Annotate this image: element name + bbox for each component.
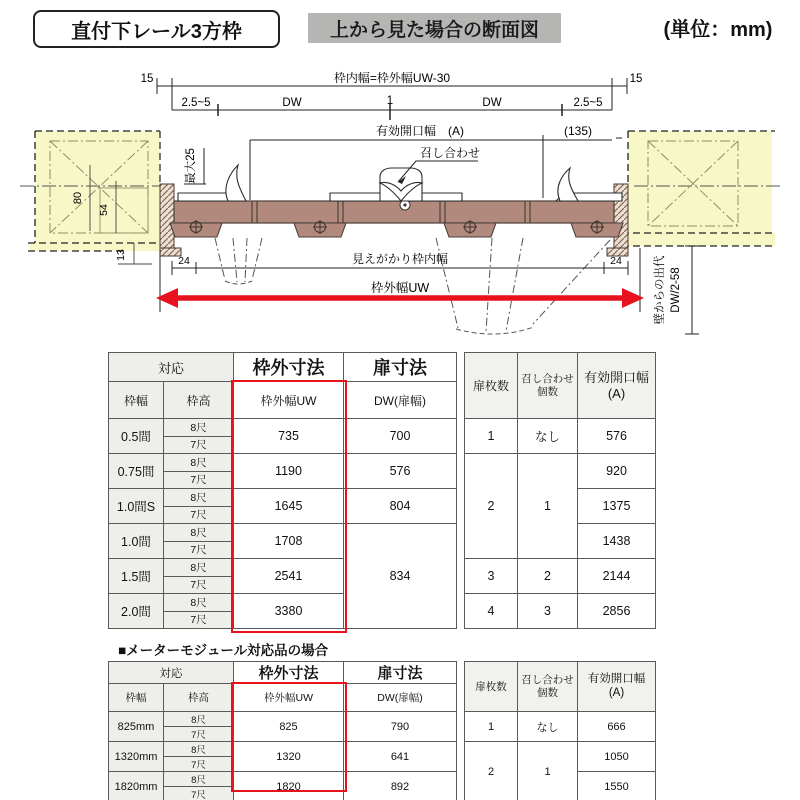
dim-gap-right: 2.5~5 — [573, 97, 603, 109]
cell-width: 0.75間 — [109, 454, 164, 489]
cell-shaku8: 8尺 — [164, 712, 234, 727]
cell-doors: 3 — [465, 559, 518, 594]
wall-protrusion-label-2: DW/2-58 — [670, 267, 682, 313]
dim-max25 — [183, 148, 206, 184]
cell-width: 2.0間 — [109, 594, 164, 629]
dim-dw-left: DW — [282, 97, 302, 109]
cell-opening: 2856 — [578, 594, 656, 629]
cell-shaku7: 7尺 — [164, 787, 234, 800]
cell-doors: 1 — [465, 712, 518, 742]
meeting-stile-label: 召し合わせ — [420, 146, 481, 160]
col-header-taiou: 対応 — [109, 353, 234, 382]
left-wall — [20, 131, 168, 251]
unit-label: (単位：mm) — [663, 18, 773, 41]
cell-doors: 2 — [465, 742, 518, 800]
door-handle-right — [558, 168, 578, 201]
yuko-line1: 有効開口幅 — [583, 369, 649, 385]
cell-opening: 576 — [578, 419, 656, 454]
table-row — [109, 742, 656, 757]
table-row — [109, 712, 656, 727]
max25-label: 最大25 — [185, 148, 197, 184]
cell-width: 1820mm — [109, 772, 164, 800]
col-header-meshiawase: 召し合わせ個数 — [518, 662, 578, 712]
col-header-taiou: 対応 — [109, 662, 234, 684]
cell-opening: 920 — [578, 454, 656, 489]
cell-uw: 1320 — [234, 742, 344, 772]
table-row — [109, 419, 656, 437]
yuko-line2: (A) — [607, 385, 626, 401]
dim-15-right: 15 — [629, 73, 643, 85]
meter-module-title: ■メーターモジュール対応品の場合 — [118, 643, 329, 658]
view-title: 上から見た場合の断面図 — [329, 19, 539, 41]
cell-shaku7: 7尺 — [164, 436, 234, 454]
dim-24-right: 24 — [610, 255, 622, 267]
wall-protrusion-label-1: 壁からの出代 — [654, 255, 666, 325]
cell-uw: 1190 — [234, 454, 344, 489]
cell-meet: 1 — [518, 742, 578, 800]
frame-inner-width-label: 枠内幅=枠外幅UW-30 — [333, 71, 451, 85]
table-gap — [457, 353, 465, 629]
cell-opening: 1550 — [578, 772, 656, 800]
cell-shaku7: 7尺 — [164, 471, 234, 489]
cell-meet: 3 — [518, 594, 578, 629]
col-header-dw: DW(扉幅) — [344, 382, 457, 419]
cell-opening: 1375 — [578, 489, 656, 524]
yuko-line2: (A) — [608, 686, 625, 699]
pivot-dot — [403, 203, 406, 206]
cell-uw: 735 — [234, 419, 344, 454]
roller-housings — [170, 223, 623, 237]
cell-meet: なし — [518, 419, 578, 454]
door-swing-right — [436, 238, 610, 334]
cell-dw: 790 — [344, 712, 457, 742]
col-header-waku-haba: 枠幅 — [109, 382, 164, 419]
cell-shaku8: 8尺 — [164, 419, 234, 437]
dim-24-left: 24 — [178, 255, 190, 267]
dim-13: 13 — [115, 249, 127, 261]
col-header-wakugai-uw: 枠外幅UW — [234, 382, 344, 419]
cell-width: 1.5間 — [109, 559, 164, 594]
cross-section-diagram — [0, 68, 800, 360]
cell-shaku8: 8尺 — [164, 594, 234, 612]
cell-dw: 834 — [344, 524, 457, 629]
table-row — [109, 454, 656, 472]
cell-shaku7: 7尺 — [164, 506, 234, 524]
right-wall — [622, 131, 782, 246]
cell-uw: 1645 — [234, 489, 344, 524]
dimension-table-standard — [108, 352, 656, 629]
cell-width: 1320mm — [109, 742, 164, 772]
cell-dw: 700 — [344, 419, 457, 454]
visible-inner-width-label: 見えがかり枠内幅 — [351, 252, 449, 266]
cell-shaku7: 7尺 — [164, 727, 234, 742]
product-title: 直付下レール3方枠 — [71, 20, 242, 43]
col-header-dw: DW(扉幅) — [344, 684, 457, 712]
dim-center-1: 1 — [386, 95, 394, 107]
view-title-box — [308, 13, 561, 43]
outer-width-uw-label: 枠外幅UW — [370, 281, 430, 295]
col-header-tobira-maisu: 扉枚数 — [465, 353, 518, 419]
cell-meet: なし — [518, 712, 578, 742]
cell-shaku8: 8尺 — [164, 742, 234, 757]
cell-shaku8: 8尺 — [164, 772, 234, 787]
cell-uw: 2541 — [234, 559, 344, 594]
cell-doors: 4 — [465, 594, 518, 629]
cell-opening: 666 — [578, 712, 656, 742]
col-header-tobira-sunpo: 扉寸法 — [344, 353, 457, 382]
cell-shaku8: 8尺 — [164, 524, 234, 542]
dim-54: 54 — [98, 204, 110, 216]
dim-80: 80 — [72, 191, 84, 205]
cell-shaku7: 7尺 — [164, 611, 234, 629]
cell-uw: 825 — [234, 712, 344, 742]
cell-dw: 576 — [344, 454, 457, 489]
cell-doors: 1 — [465, 419, 518, 454]
cell-meet: 1 — [518, 454, 578, 559]
cell-shaku8: 8尺 — [164, 454, 234, 472]
cell-shaku8: 8尺 — [164, 559, 234, 577]
cell-width: 0.5間 — [109, 419, 164, 454]
col-header-yuko — [578, 353, 656, 419]
cell-opening: 1438 — [578, 524, 656, 559]
table-gap — [457, 662, 465, 800]
cell-width: 1.0間S — [109, 489, 164, 524]
col-header-waku-haba: 枠幅 — [109, 684, 164, 712]
door-handle-left — [226, 165, 246, 201]
cell-dw: 892 — [344, 772, 457, 800]
cell-opening: 2144 — [578, 559, 656, 594]
col-header-tobira-maisu: 扉枚数 — [465, 662, 518, 712]
col-header-meshiawase: 召し合わせ個数 — [518, 353, 578, 419]
cell-width: 1.0間 — [109, 524, 164, 559]
wall-protrusion-dim — [652, 246, 699, 334]
col-header-yuko — [578, 662, 656, 712]
cell-shaku7: 7尺 — [164, 576, 234, 594]
dim-135: (135) — [563, 124, 593, 138]
cell-uw: 3380 — [234, 594, 344, 629]
cell-dw: 641 — [344, 742, 457, 772]
effective-opening-label: 有効開口幅 (A) — [376, 124, 464, 138]
cell-uw: 1820 — [234, 772, 344, 800]
cell-uw: 1708 — [234, 524, 344, 559]
cell-opening: 1050 — [578, 742, 656, 772]
col-header-waku-daka: 枠高 — [164, 684, 234, 712]
dim-dw-right: DW — [482, 97, 502, 109]
yuko-line1: 有効開口幅 — [587, 672, 646, 685]
col-header-tobira-sunpo: 扉寸法 — [344, 662, 457, 684]
dimension-table-meter-module — [108, 661, 656, 800]
cell-shaku7: 7尺 — [164, 757, 234, 772]
cell-dw: 804 — [344, 489, 457, 524]
cell-width: 825mm — [109, 712, 164, 742]
col-header-waku-daka: 枠高 — [164, 382, 234, 419]
cell-meet: 2 — [518, 559, 578, 594]
col-header-wakugai-sunpo: 枠外寸法 — [234, 353, 344, 382]
dim-15-left: 15 — [140, 73, 154, 85]
cell-doors: 2 — [465, 454, 518, 559]
product-title-box — [33, 10, 280, 48]
cell-shaku7: 7尺 — [164, 541, 234, 559]
cell-shaku8: 8尺 — [164, 489, 234, 507]
door-swing-left — [215, 238, 262, 284]
col-header-wakugai-uw: 枠外幅UW — [234, 684, 344, 712]
col-header-wakugai-sunpo: 枠外寸法 — [234, 662, 344, 684]
lower-rail — [170, 200, 623, 237]
dim-gap-left: 2.5~5 — [181, 97, 211, 109]
